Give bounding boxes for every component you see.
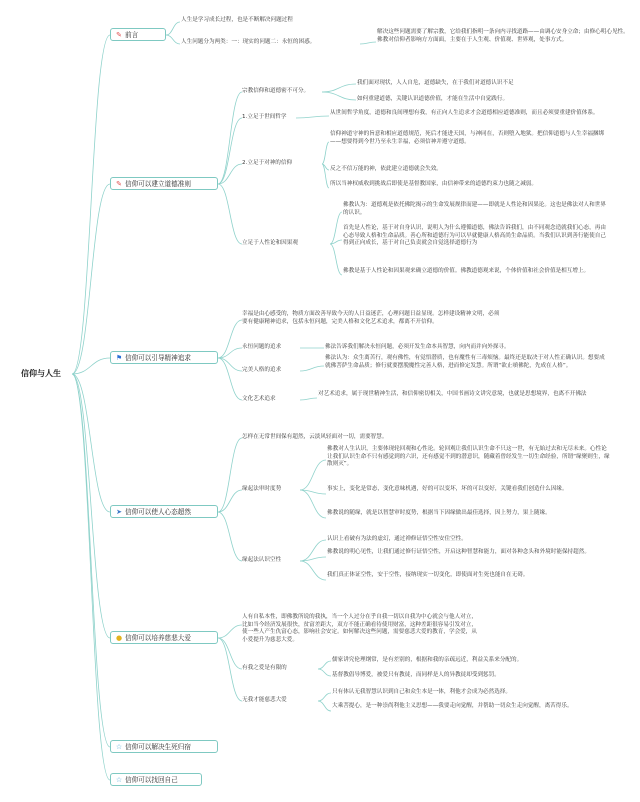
spirit-sub-2: 完美人格的追求 — [242, 367, 282, 373]
pencil-icon: ✎ — [116, 180, 122, 188]
connector-line — [322, 142, 329, 164]
mind-sub-2: 缘起法认识空性 — [242, 557, 282, 563]
moral-sub-1: 宗教信仰和道德密不可分。 — [242, 88, 310, 94]
branch-spirit[interactable]: ⚑ 信仰可以引导精神追求 — [110, 351, 218, 364]
connector-line — [218, 638, 242, 701]
connector-line — [166, 35, 180, 44]
connector-line — [72, 35, 110, 374]
mind-sub-1-a: 佛教对人生认识，主要体现轮回观和心性论。轮回观让我们认识生命不只这一世，有无始过去和无尽未来。心性论让我们认识生命不只有感觉到的六识，还有感觉不到的潜意识，随藏着曾经发生一切生命经验，所谓“缘聚则生，缘散则灭”。 — [327, 446, 610, 468]
love-sub-2: 无我才能慈悲大爱 — [242, 697, 287, 703]
connector-line — [300, 557, 326, 561]
moral-sub-4-a: 佛教认为：道德观是依托佛陀揭示的生命发展规律而建——即就是人性论和因果论。这也是佛法对人和世界的认识。 — [343, 202, 606, 216]
spirit-sub-3-a: 对艺术追求，属于现世精神生活，和信仰密切相关，中国书画诗文讲究意境，也就是思想境界，也离不开佛法 — [318, 391, 587, 397]
mind-sub-1-b: 事实上，变化是常态，变化意味机遇，好的可以变坏，坏的可以变好，关键看我们创造什么因缘。 — [327, 486, 568, 492]
connector-line — [218, 348, 242, 358]
branch-preface[interactable]: ✎ 前言 — [110, 28, 166, 41]
root-topic: 信仰与人生 — [21, 369, 61, 378]
connector-line — [218, 184, 242, 244]
mind-sub-1-c: 佛教说的随缘，就是以智慧审时度势，根据当下因缘做出最佳选择，因上努力，果上随缘。 — [327, 510, 551, 516]
connector-line — [218, 512, 242, 561]
branch-find-self[interactable]: ☆ 信仰可以找回自己 — [110, 773, 202, 786]
spirit-sub-3: 文化艺术追求 — [242, 396, 276, 402]
mind-sub-2-b: 佛教说的明心见性，让我们通过修行证悟空性，开启这种智慧和能力，面对各种念头和外境时能保持超然。 — [327, 549, 590, 555]
spirit-sub-2-a: 佛法认为：众生离苦行，观有佛性，有觉悟潜质，也有魔性有三毒烦恼。最终还是取决于对人性正确认识。想要成就佛菩萨生命品质；修行就要摆脱魔性完善人格，进而修定发慧。所谓“欲止嗔佛陀，先成在人格”。 — [325, 355, 605, 369]
connector-line — [218, 358, 242, 371]
connector-line — [330, 240, 342, 244]
connector-line — [218, 358, 242, 400]
branch-moral[interactable]: ✎ 信仰可以建立道德准则 — [110, 177, 218, 190]
connector-line — [322, 92, 356, 100]
moral-sub-1-a: 我们面对现状，人人自危，道德缺失，在于我们对道德认识不足 — [357, 80, 514, 86]
moral-sub-2: 1.立足于世间哲学 — [242, 114, 287, 120]
spirit-intro: 幸福是由心感受的，物质方面改善导致今天的人日益迷茫，心理问题日益显现。怎样建设精神文明，必须要有健康精神追求，包括永恒问题，完美人格和文化艺术追求，都离不开信仰。 — [242, 311, 500, 325]
connector-line — [72, 374, 110, 747]
connector-line — [72, 374, 110, 638]
moral-sub-4-c: 佛教是基于人性论和因果观来确立道德的价值。佛教道德观来说，个体价值和社会价值是相互增上。 — [343, 268, 590, 274]
connector-line — [72, 374, 110, 780]
moral-sub-4-b: 首先是人性论，基于对自身认识，说明人为什么遵循道德，佛法告诉我们，由不同观念造就我们心态，再由心态导致人格和生命品质。善心所和道德行为可以早就健康人格高尚生命品质。当我们认识到善行能使自己得到正向成长，基于对自己负责就会自觉选择道德行为 — [343, 225, 606, 247]
moral-sub-3-c: 所以当神权威收到挑战后即使是基督教国家，由信神带来的道德约束力也随之减弱。 — [330, 181, 537, 187]
connector-line — [300, 460, 326, 490]
moral-sub-4: 立足于人性论和因果观 — [242, 240, 298, 246]
moral-sub-1-b: 如何重建道德，关键认识道德价值，才能在生活中自觉践行。 — [357, 96, 509, 102]
lightbulb-icon: ● — [115, 634, 123, 642]
preface-line-1: 人生是学习成长过程，也是不断解决问题过程 — [181, 17, 293, 23]
connector-line — [318, 693, 331, 701]
star-icon: ☆ — [115, 743, 123, 751]
mind-sub-1: 缘起法审时度势 — [242, 486, 282, 492]
mind-sub-2-a: 认识上看破有为法的虚幻，通过禅修证悟空性安住空性。 — [327, 536, 467, 542]
connector-line — [218, 438, 242, 512]
connector-line — [218, 638, 242, 669]
love-sub-1-a: 儒家讲究伦理纲常，是有差别的，根据和我的亲疏远近，利益关系来分配的。 — [332, 657, 523, 663]
spirit-sub-1-a: 佛法告诉我们解决永恒问题，必须开发生命本具智慧，向内而并向外探寻。 — [325, 344, 510, 350]
moral-sub-2-a: 从世间哲学角度，道德和良间理想有我，有正向人生追求才会道德相应道德准则，而且必须要重建价值体系。 — [330, 110, 599, 116]
branch-mind[interactable]: ➤ 信仰可以使人心态超然 — [110, 505, 218, 518]
love-sub-1-b: 基督教倡导博爱，被爱只有教徒，而同样是人的异教徒却受到惩罚。 — [332, 672, 500, 678]
connector-line — [296, 116, 329, 118]
connector-line — [218, 92, 242, 184]
connector-line — [330, 212, 342, 244]
connector-line — [318, 661, 331, 669]
moral-sub-3-b: 反之不信万能的神，依此建立道德就会失效。 — [330, 166, 442, 172]
connector-line — [322, 164, 329, 188]
pencil-icon: ✎ — [116, 31, 122, 39]
connector-line — [166, 22, 180, 35]
love-sub-2-b: 大乘菩提心，是一种崇尚利他主义思想——我要走向觉醒，并帮助一切众生走向觉醒，离苦得乐。 — [332, 703, 573, 709]
connector-line — [300, 540, 326, 561]
connector-line — [318, 669, 331, 676]
spirit-sub-1: 永恒问题的追求 — [242, 344, 282, 350]
connector-line — [72, 374, 110, 512]
connector-line — [218, 625, 242, 638]
preface-line-2: 人生问题分为两类：一：现实的问题二：永恒的困惑。 — [181, 39, 316, 45]
connector-line — [218, 164, 242, 184]
connector-line — [72, 184, 110, 374]
connector-line — [300, 398, 317, 400]
love-sub-1: 有我之爱是有限的 — [242, 665, 287, 671]
preface-note: 解决这些问题需要了解宗教，它给我们指明一条向内寻找道路——由调心安身立命；由修心明心见性。佛教对信仰者影响方方面面，主要在于人生观、价值观、世界观，处事方式。 — [377, 29, 629, 43]
branch-life-death[interactable]: ☆ 信仰可以解决生死归宿 — [110, 740, 218, 753]
paper-plane-icon: ➤ — [116, 508, 122, 516]
moral-sub-3-a: 信仰神道守神的旨意和相应道德规范，死后才能进天国，与神同在，否则堕入地狱。把信仰道德与人生幸福捆绑——想要得到今世乃至永生幸福，必须信神并遵守道德。 — [330, 131, 605, 145]
connector-line — [300, 490, 326, 518]
branch-love[interactable]: ● 信仰可以培养慈悲大爱 — [110, 631, 218, 644]
love-sub-2-a: 只有体认无我智慧认识到自己和众生本是一体，利他才会成为必然选择。 — [332, 689, 512, 695]
moral-sub-3: 2.立足于对神的信仰 — [242, 160, 293, 166]
mind-intro: 怎样在无常世间保有超然，云淡风轻面对一切，需要智慧。 — [242, 434, 388, 440]
connector-line — [360, 42, 376, 44]
connector-line — [318, 701, 331, 711]
connector-line — [300, 490, 326, 494]
connector-line — [218, 118, 242, 184]
flag-icon: ⚑ — [115, 354, 123, 362]
connector-line — [322, 84, 356, 92]
connector-line — [218, 320, 242, 358]
connector-line — [322, 164, 329, 170]
connector-line — [330, 244, 342, 275]
mind-sub-2-c: 我们真正体证空性，安于空性，接纳现实一切变化，即使面对生死也能自在无碍。 — [327, 572, 529, 578]
connector-line — [300, 561, 326, 580]
connector-line — [300, 366, 324, 371]
love-intro: 人有自私本性，即佛教所说的我执，当一个人过分在乎自我一切以自我为中心就会与他人对立，比如当今经济发展很快，贫富差距大，双方不能正确看待使用财富，这种差距很容易引发对立，使一些人产生仇富心态，影响社会安定。如何解决这些问题，需要慈悲大爱的教育，学会爱，从小爱提升为慈悲大爱。 — [242, 614, 477, 643]
connector-line — [218, 490, 242, 512]
star-icon: ☆ — [115, 776, 123, 784]
